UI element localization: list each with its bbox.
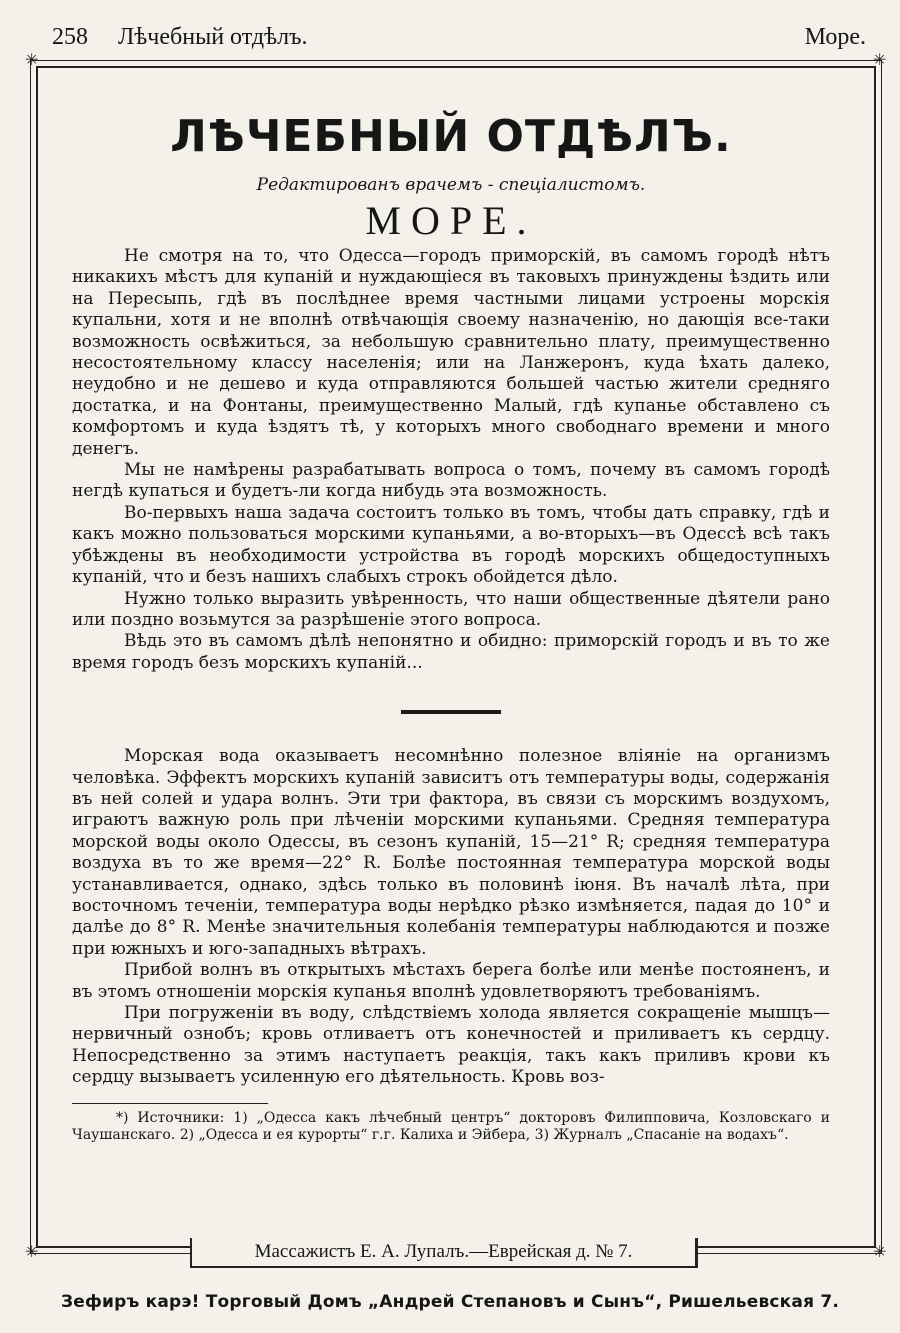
paragraph: Прибой волнъ въ открытыхъ мѣстахъ берега болѣе или менѣе постояненъ, и въ этомъ отношеніи морскія купанья вполнѣ удовлетворяютъ требованіямъ. [72, 960, 830, 1002]
corner-ornament-bottom-right: ✳ [873, 1242, 887, 1261]
corner-ornament-top-left: ✳ [25, 50, 39, 69]
article-title: МОРЕ. [365, 198, 537, 243]
bottom-advertisement: Зефиръ карэ! Торговый Домъ „Андрей Степановъ и Сынъ“, Ришельевская 7. [60, 1292, 840, 1312]
paragraph: Морская вода оказываетъ несомнѣнно полезное вліяніе на организмъ человѣка. Эффектъ морскихъ купаній зависитъ отъ температуры воды, содержанія въ ней солей и удара волнъ. Эти три фактора, въ связи съ морскимъ воздухомъ, играютъ важную роль при лѣченіи морскими купаньями. Средняя температура морской воды около Одессы, въ сезонъ купаній, 15—21° R; средняя температура воздуха въ то же время—22° R. Болѣе постоянная температура морской воды устанавливается, однако, здѣсь только въ половинѣ іюня. Въ началѣ лѣта, при восточномъ теченіи, температура воды нерѣдко рѣзко измѣняется, падая до 10° и далѣе до 8° R. Менѣе значительныя колебанія температуры наблюдаются и позже при южныхъ и юго-западныхъ вѣтрахъ. [72, 746, 830, 959]
running-section-title: Лѣчебный отдѣлъ. [118, 24, 308, 50]
paragraph: Нужно только выразить увѣренность, что наши общественные дѣятели рано или поздно возьмутся за разрѣшеніе этого вопроса. [72, 588, 830, 630]
paragraph: Не смотря на то, что Одесса—городъ приморскій, въ самомъ городѣ нѣтъ никакихъ мѣстъ для купаній и нуждающіеся въ таковыхъ принуждены ѣздить или на Пересыпь, гдѣ въ послѣднее время частными лицами устроены морскія купальни, хотя и не вполнѣ отвѣчающія своему назначенію, но дающія все-таки возможность освѣжиться, за небольшую сравнительно плату, преимущественно несостоятельному классу населенія; или на Ланжеронъ, куда ѣхать далеко, неудобно и не дешево и куда отправляются большей частью жители средняго достатка, и на Фонтаны, преимущественно Малый, гдѣ купанье обставлено съ комфортомъ и куда ѣздятъ тѣ, у которыхъ много свободнаго времени и много денегъ. [72, 246, 830, 459]
section-title: ЛѢЧЕБНЫЙ ОТДѢЛЪ. [170, 111, 732, 162]
corner-ornament-bottom-left: ✳ [25, 1242, 39, 1261]
paragraph: Вѣдь это въ самомъ дѣлѣ непонятно и обидно: приморскій городъ и въ то же время городъ безъ морскихъ купаній... [72, 631, 830, 673]
intro-section [72, 246, 830, 674]
running-topic: Море. [804, 24, 866, 50]
footnote-rule [72, 1103, 268, 1104]
page-number: 258 [52, 24, 88, 50]
article-body [72, 108, 830, 1144]
section-divider [401, 710, 501, 714]
running-head [52, 20, 866, 54]
footnote: *) Источники: 1) „Одесса какъ лѣчебный центръ“ докторовъ Филипповича, Козловскаго и Чаушанскаго. 2) „Одесса и ея курорты“ г.г. Калиха и Эйбера, 3) Журналъ „Спасаніе на водахъ“. [72, 1109, 830, 1143]
main-section [72, 746, 830, 1089]
paragraph: Во-первыхъ наша задача состоитъ только въ томъ, чтобы дать справку, гдѣ и какъ можно пользоваться морскими купаньями, а во-вторыхъ—въ Одессѣ всѣ такъ убѣждены въ необходимости устройства въ городѣ морскихъ общедоступныхъ купаній, что и безъ нашихъ слабыхъ строкъ обойдется дѣло. [72, 502, 830, 588]
editor-note: Редактированъ врачемъ - спеціалистомъ. [256, 175, 646, 195]
advertisement-box: Массажистъ Е. А. Лупалъ.—Еврейская д. № 7. [190, 1238, 698, 1268]
paragraph: При погруженіи въ воду, слѣдствіемъ холода является сокращеніе мышцъ—нервичный ознобъ; кровь отливаетъ отъ конечностей и приливаетъ къ сердцу. Непосредственно за этимъ наступаетъ реакція, такъ какъ приливъ крови къ сердцу вызываетъ усиленную его дѣятельность. Кровь воз- [72, 1003, 830, 1088]
corner-ornament-top-right: ✳ [873, 50, 887, 69]
paragraph: Мы не намѣрены разрабатывать вопроса о томъ, почему въ самомъ городѣ негдѣ купаться и будетъ-ли когда нибудь эта возможность. [72, 460, 830, 502]
